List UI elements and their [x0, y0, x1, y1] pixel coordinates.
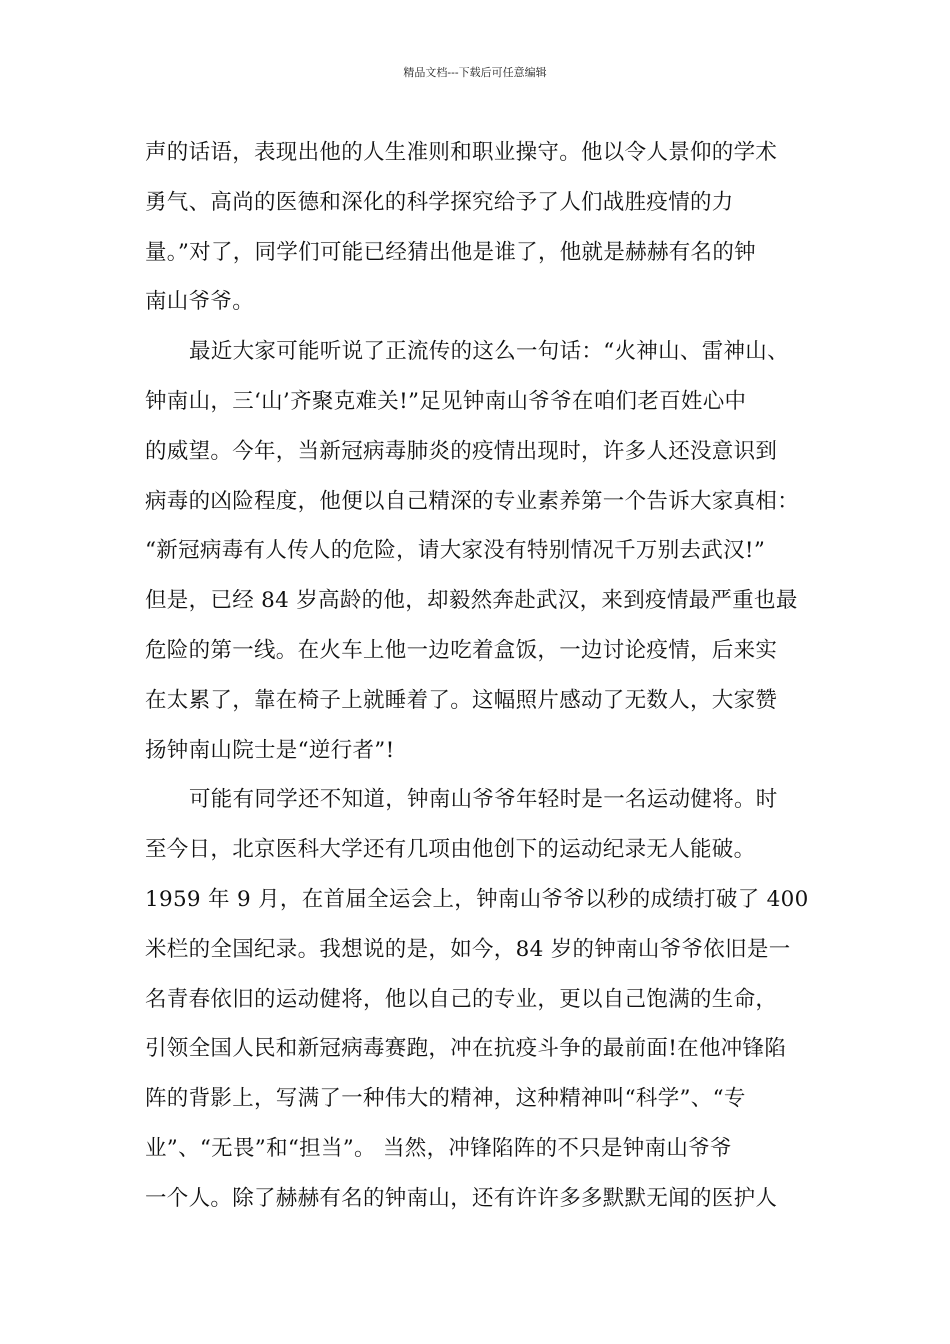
text-line: 勇气、高尚的医德和深化的科学探究给予了人们战胜疫情的力: [145, 189, 734, 215]
text-line: 名青春依旧的运动健将，他以自己的专业，更以自己饱满的生命，: [145, 986, 778, 1012]
paragraph-first-line: 可能有同学还不知道，钟南山爷爷年轻时是一名运动健将。时: [189, 787, 778, 813]
text-line: 量。”对了，同学们可能已经猜出他是谁了，他就是赫赫有名的钟: [145, 239, 756, 265]
page-header: 精品文档---下载后可任意编辑: [403, 66, 547, 79]
text-line: 危险的第一线。在火车上他一边吃着盒饭，一边讨论疫情，后来实: [145, 637, 778, 663]
text-line: 一个人。除了赫赫有名的钟南山，还有许许多多默默无闻的医护人: [145, 1185, 778, 1211]
text-line: 病毒的凶险程度，他便以自己精深的专业素养第一个告诉大家真相：: [145, 488, 800, 514]
text-line: 钟南山，三‘山’齐聚克难关!”足见钟南山爷爷在咱们老百姓心中: [145, 388, 747, 414]
paragraph-first-line: 最近大家可能听说了正流传的这么一句话：“火神山、雷神山、: [189, 339, 789, 365]
text-line: “新冠病毒有人传人的危险，请大家没有特别情况千万别去武汉!”: [145, 538, 766, 564]
text-line: 米栏的全国纪录。我想说的是，如今，84 岁的钟南山爷爷依旧是一: [145, 936, 791, 962]
text-line: 声的话语，表现出他的人生准则和职业操守。他以令人景仰的学术: [145, 140, 778, 165]
text-line: 引领全国人民和新冠病毒赛跑，冲在抗疫斗争的最前面!在他冲锋陷: [145, 1036, 787, 1062]
text-line: 至今日，北京医科大学还有几项由他创下的运动纪录无人能破。: [145, 837, 756, 863]
text-line: 南山爷爷。: [145, 289, 255, 315]
text-line: 但是，已经 84 岁高龄的他，却毅然奔赴武汉，来到疫情最严重也最: [145, 588, 798, 614]
text-line: 业”、“无畏”和“担当”。 当然，冲锋陷阵的不只是钟南山爷爷: [145, 1135, 732, 1161]
text-line: 在太累了，靠在椅子上就睡着了。这幅照片感动了无数人，大家赞: [145, 687, 778, 713]
document-body: [145, 128, 815, 1224]
text-line: 扬钟南山院士是“逆行者”!: [145, 737, 395, 763]
text-line: 1959 年 9 月，在首届全运会上，钟南山爷爷以秒的成绩打破了 400: [145, 886, 809, 912]
text-line: 的威望。今年，当新冠病毒肺炎的疫情出现时，许多人还没意识到: [145, 438, 778, 464]
text-line: 阵的背影上，写满了一种伟大的精神，这种精神叫“科学”、“专: [145, 1086, 746, 1112]
